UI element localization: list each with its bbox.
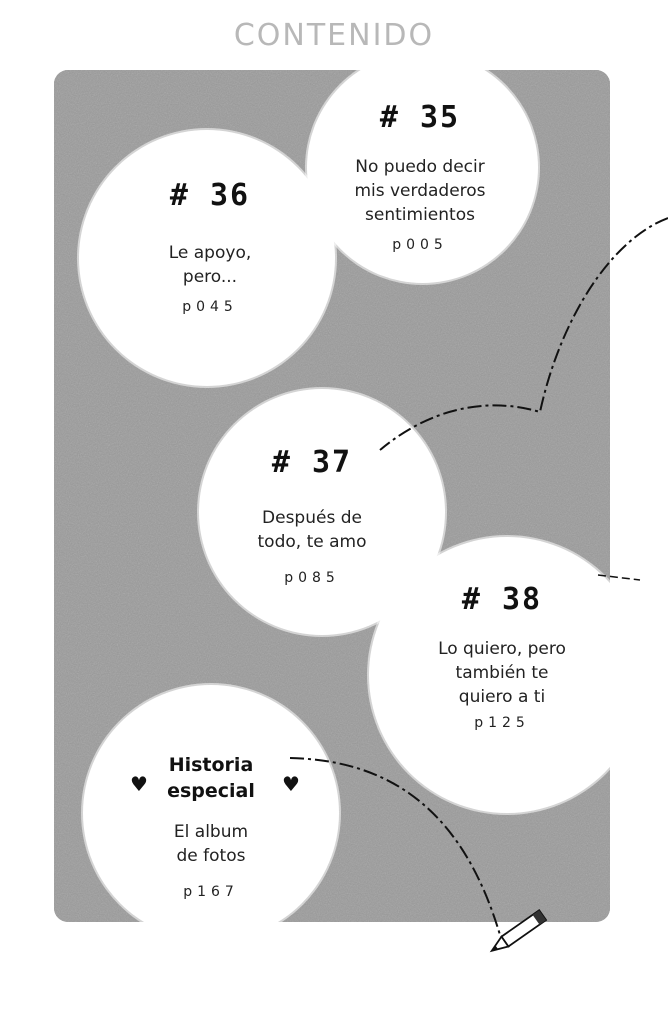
heart-icon: ♥: [282, 772, 300, 796]
chapter-page: p085: [284, 570, 340, 586]
chapter-title-line: No puedo decir: [355, 157, 485, 177]
special-title-line: de fotos: [176, 846, 246, 866]
chapter-page: p125: [474, 715, 530, 731]
special-title-line: El album: [173, 822, 249, 842]
chapter-title-line: mis verdaderos: [354, 181, 486, 201]
chapter-page: p005: [392, 237, 448, 253]
chapter-number: # 38: [461, 582, 543, 617]
chapter-title-line: Después de: [262, 508, 362, 528]
chapter-title-line: quiero a ti: [458, 687, 546, 707]
chapter-entry-37[interactable]: [212, 445, 412, 586]
special-label-line: especial: [167, 780, 255, 802]
special-page: p167: [183, 884, 239, 900]
chapter-title-line: también te: [455, 663, 549, 683]
chapter-number: # 36: [169, 178, 251, 213]
page-title: CONTENIDO: [233, 18, 435, 53]
chapter-number: # 37: [271, 445, 353, 480]
chapter-entry-35[interactable]: [320, 100, 520, 253]
chapter-title-line: Lo quiero, pero: [438, 639, 566, 659]
special-label-line: Historia: [168, 754, 254, 776]
chapter-page: p045: [182, 299, 238, 315]
chapter-entry-36[interactable]: [110, 178, 310, 315]
chapter-entry-38[interactable]: [402, 582, 602, 731]
chapter-title-line: pero...: [182, 267, 238, 287]
chapter-title-line: sentimientos: [365, 205, 475, 225]
chapter-title-line: Le apoyo,: [168, 243, 252, 263]
heart-icon: ♥: [130, 772, 148, 796]
chapter-title-line: todo, te amo: [257, 532, 367, 552]
chapter-number: # 35: [379, 100, 461, 135]
